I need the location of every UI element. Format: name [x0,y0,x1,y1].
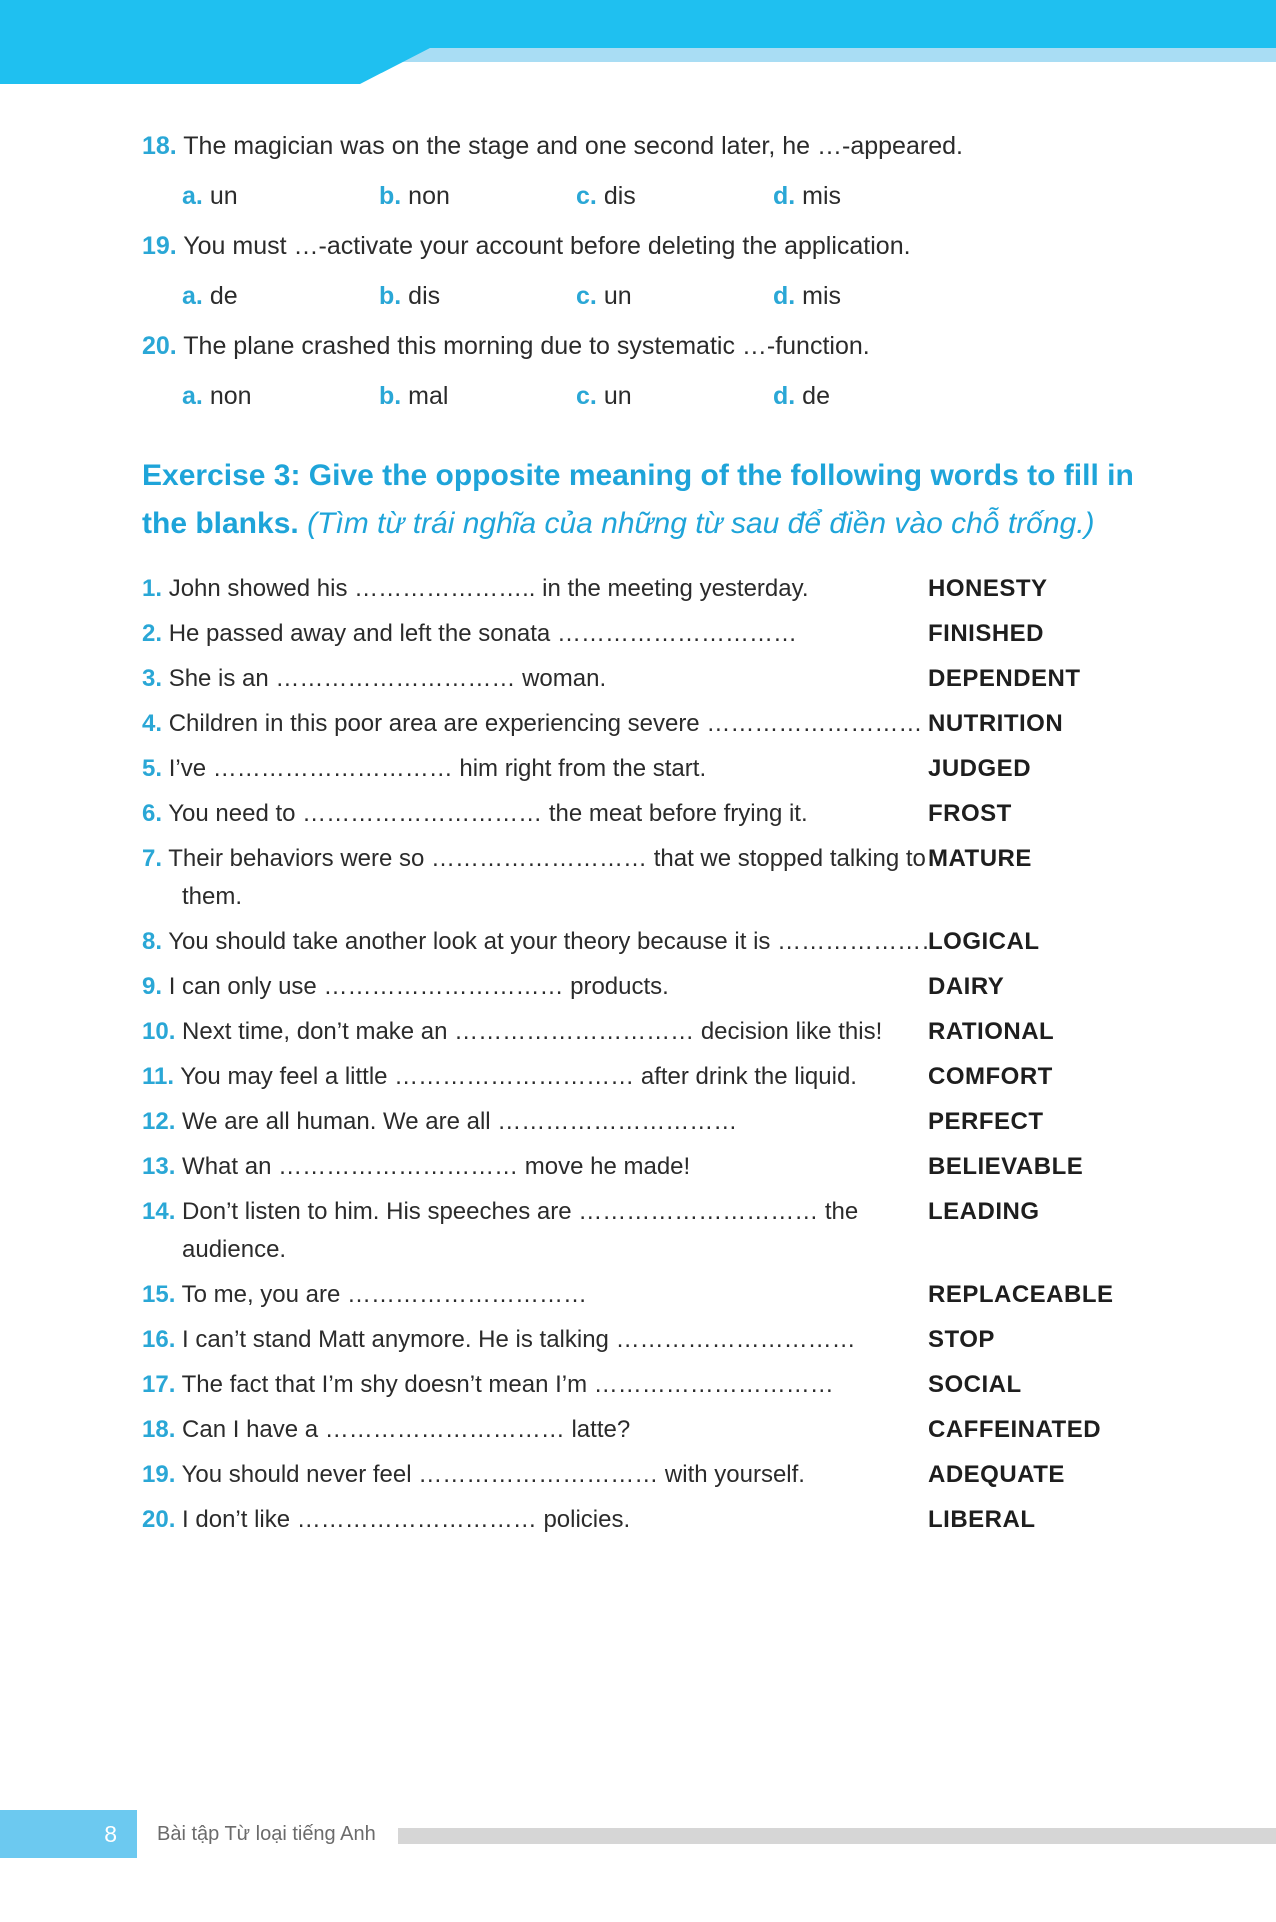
item-text: He passed away and left the sonata ………………………… [168,620,797,647]
item-text: To me, you are ………………………… [181,1281,588,1308]
item-sentence [142,1058,952,1096]
item-sentence [142,615,952,653]
item-sentence [142,795,952,833]
item-text: She is an ………………………… woman. [168,665,607,692]
option: c. dis [576,182,636,210]
exercise-item [142,705,1142,743]
item-keyword: CAFFEINATED [928,1416,1102,1443]
item-text: We are all human. We are all ………………………… [182,1108,738,1135]
item-sentence [142,1193,952,1269]
item-number: 13. [142,1153,176,1180]
item-keyword: LIBERAL [928,1506,1036,1533]
item-text: I can only use ………………………… products. [168,973,669,1000]
item-keyword: RATIONAL [928,1018,1055,1045]
exercise-item [142,1103,1142,1141]
option: d. mis [773,282,842,310]
item-text: You should never feel ………………………… with yourself. [181,1461,805,1488]
item-sentence [142,705,952,743]
exercise-item [142,1501,1142,1539]
exercise-item [142,1148,1142,1186]
item-sentence [142,1411,952,1449]
item-text: The fact that I’m shy doesn’t mean I’m ………………………… [181,1371,834,1398]
option: d. de [773,382,830,410]
item-keyword: FINISHED [928,620,1045,647]
item-number: 4. [142,710,163,737]
option: b. non [379,182,450,210]
item-number: 8. [142,928,163,955]
item-text: Children in this poor area are experiencing severe ……………………… [168,710,923,737]
item-sentence [142,1013,952,1051]
item-text: What an ………………………… move he made! [182,1153,691,1180]
item-sentence [142,750,952,788]
option: a. un [182,182,238,210]
item-text: Can I have a ………………………… latte? [182,1416,631,1443]
exercise-item [142,968,1142,1006]
exercise-item [142,1366,1142,1404]
question-19: 19. You must …-activate your account before deleting the application. [142,232,911,260]
item-text: Don’t listen to him. His speeches are ………………………… the audience. [182,1198,859,1263]
item-sentence [142,570,952,608]
item-sentence [142,660,952,698]
item-number: 3. [142,665,163,692]
item-keyword: HONESTY [928,575,1048,602]
item-text: Next time, don’t make an ………………………… decision like this! [182,1018,883,1045]
item-keyword: DAIRY [928,973,1005,1000]
exercise-item [142,1276,1142,1314]
item-keyword: LOGICAL [928,928,1040,955]
item-text: You should take another look at your theory because it is ………………… [168,928,946,955]
item-keyword: COMFORT [928,1063,1053,1090]
item-sentence [142,1148,952,1186]
exercise-2-tail [142,128,1142,414]
item-number: 7. [142,845,163,872]
item-number: 18. [142,1416,176,1443]
item-number: 14. [142,1198,176,1225]
item-keyword: FROST [928,800,1012,827]
item-number: 15. [142,1281,176,1308]
exercise-item [142,660,1142,698]
question-20: 20. The plane crashed this morning due to systematic …-function. [142,332,870,360]
item-keyword: NUTRITION [928,710,1064,737]
item-sentence [142,1321,952,1359]
item-sentence [142,1276,952,1314]
option: b. dis [379,282,441,310]
exercise-item [142,1456,1142,1494]
question-20-options [182,378,1142,414]
exercise-item [142,615,1142,653]
exercise-item [142,795,1142,833]
exercise-item [142,1193,1142,1269]
book-title: Bài tập Từ loại tiếng Anh [157,1823,376,1845]
page-footer [0,1810,1276,1858]
item-keyword: ADEQUATE [928,1461,1065,1488]
item-number: 19. [142,1461,176,1488]
exercise-3-list [142,570,1142,1539]
item-number: 10. [142,1018,176,1045]
item-sentence [142,1501,952,1539]
page-content [142,128,1142,1546]
item-number: 2. [142,620,163,647]
exercise-item [142,750,1142,788]
item-keyword: PERFECT [928,1108,1044,1135]
question-18: 18. The magician was on the stage and one second later, he …-appeared. [142,132,963,160]
question-19-options [182,278,1142,314]
item-keyword: MATURE [928,845,1032,872]
exercise-item [142,1058,1142,1096]
option: b. mal [379,382,449,410]
item-number: 16. [142,1326,176,1353]
exercise-3-heading: Exercise 3: Give the opposite meaning of the following words to fill in the blanks. (Tìm từ trái nghĩa của những từ sau để điền vào chỗ trống.) [142,459,1134,540]
page-number: 8 [0,1810,137,1858]
item-keyword: SOCIAL [928,1371,1022,1398]
option: a. de [182,282,238,310]
footer-rule [398,1828,1276,1844]
item-keyword: JUDGED [928,755,1032,782]
question-18-options [182,178,1142,214]
item-number: 6. [142,800,163,827]
exercise-item [142,1411,1142,1449]
item-text: John showed his ………………….. in the meeting yesterday. [168,575,809,602]
item-keyword: BELIEVABLE [928,1153,1084,1180]
option: c. un [576,282,632,310]
exercise-item [142,923,1142,961]
item-number: 9. [142,973,163,1000]
item-sentence [142,840,952,916]
exercise-item [142,1321,1142,1359]
item-sentence [142,1103,952,1141]
item-text: I can’t stand Matt anymore. He is talking ………………………… [182,1326,856,1353]
item-number: 12. [142,1108,176,1135]
exercise-item [142,1013,1142,1051]
item-text: I don’t like ………………………… policies. [182,1506,631,1533]
item-sentence [142,1456,952,1494]
header-band [0,0,1276,86]
option: c. un [576,382,632,410]
item-text: Their behaviors were so ……………………… that we stopped talking to them. [168,845,926,910]
option: a. non [182,382,252,410]
item-number: 11. [142,1063,175,1090]
item-keyword: LEADING [928,1198,1040,1225]
item-number: 20. [142,1506,176,1533]
item-number: 1. [142,575,163,602]
item-sentence [142,1366,952,1404]
option: d. mis [773,182,842,210]
item-keyword: DEPENDENT [928,665,1081,692]
item-text: I’ve ………………………… him right from the start. [168,755,707,782]
exercise-item [142,840,1142,916]
item-keyword: STOP [928,1326,995,1353]
exercise-item [142,570,1142,608]
item-sentence [142,923,952,961]
item-keyword: REPLACEABLE [928,1281,1114,1308]
item-text: You need to ………………………… the meat before frying it. [168,800,808,827]
item-sentence [142,968,952,1006]
item-text: You may feel a little ………………………… after drink the liquid. [180,1063,857,1090]
item-number: 17. [142,1371,176,1398]
item-number: 5. [142,755,163,782]
